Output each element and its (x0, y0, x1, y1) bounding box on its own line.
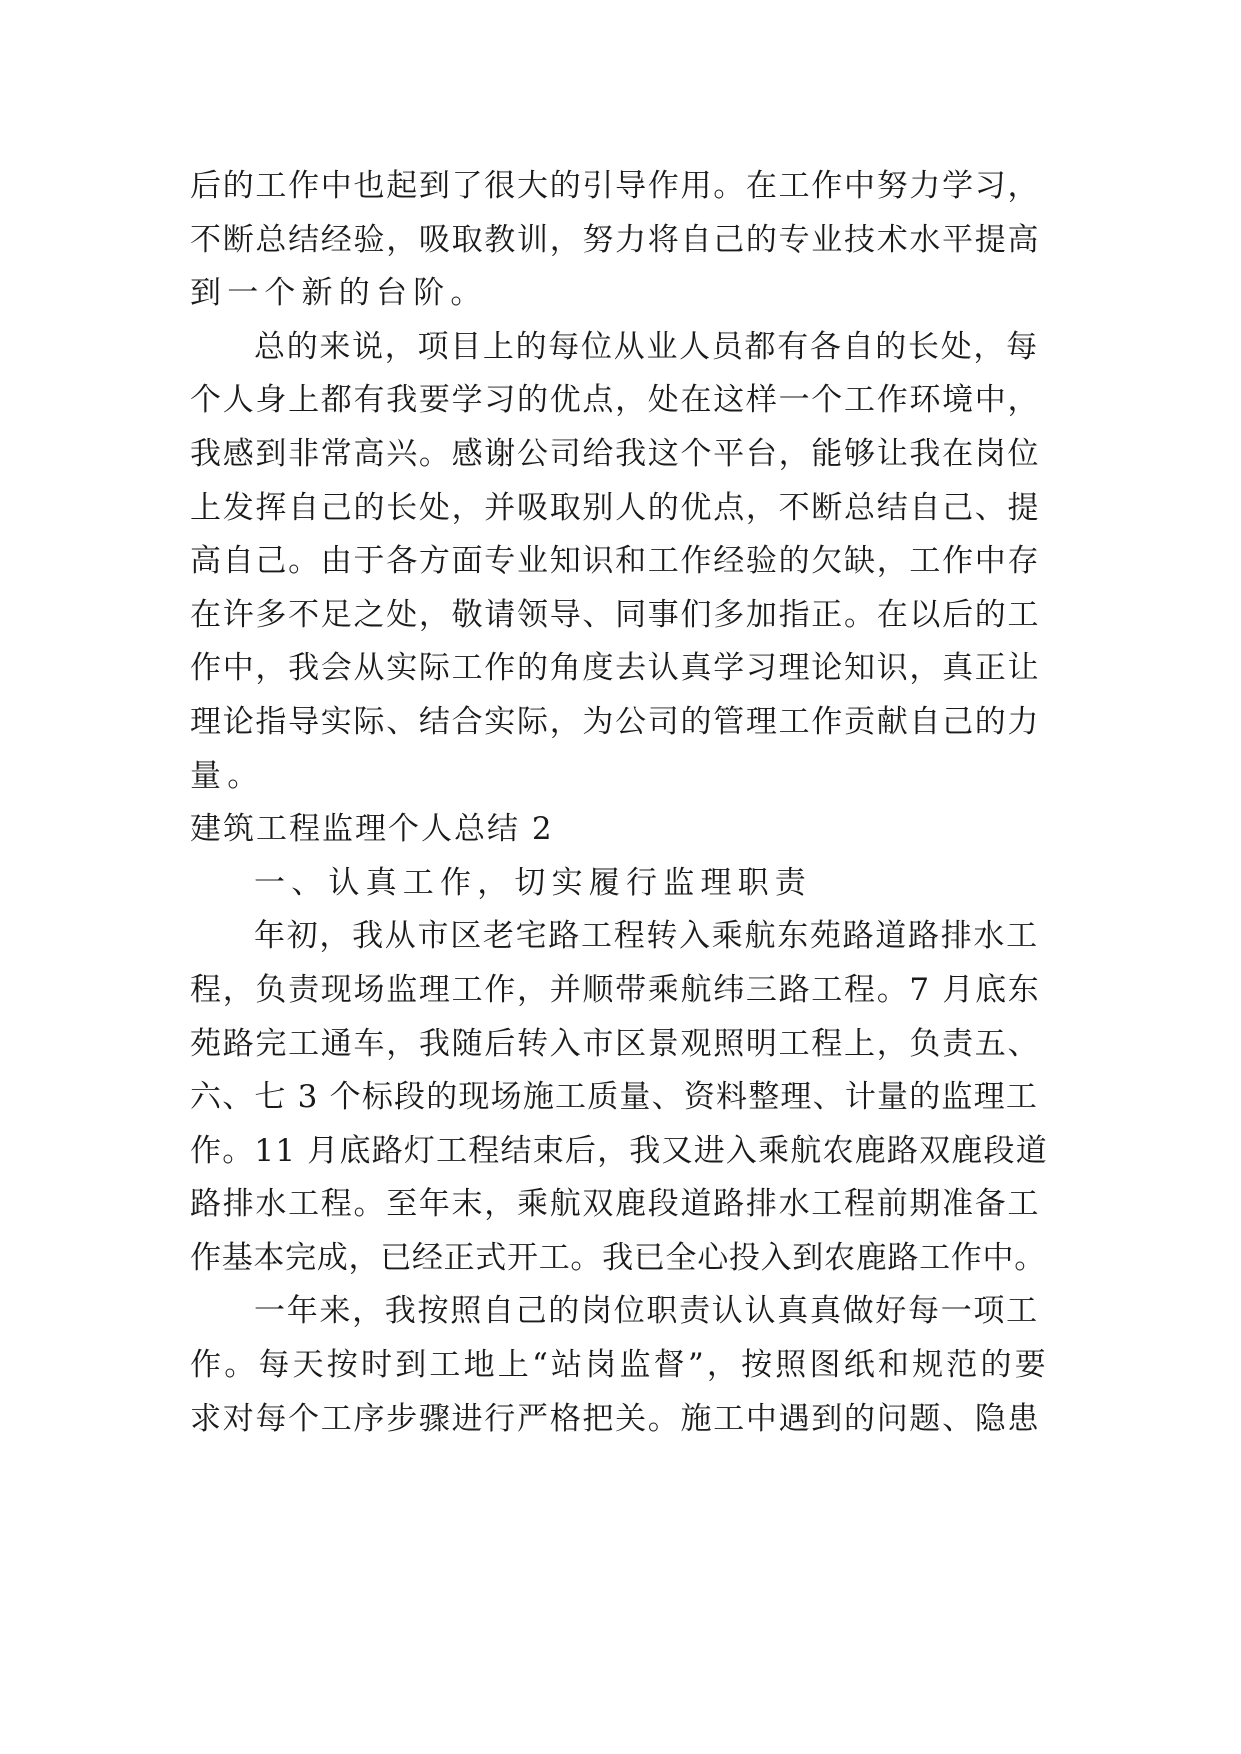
text-line: 我感到非常高兴。感谢公司给我这个平台，能够让我在岗位 (190, 435, 1041, 472)
text-line: 总的来说，项目上的每位从业人员都有各自的长处，每 (254, 328, 1039, 365)
text-line: 后的工作中也起到了很大的引导作用。在工作中努力学习， (190, 168, 1041, 204)
text-line: 不断总结经验，吸取教训，努力将自己的专业技术水平提高 (190, 221, 1041, 258)
text-line: 年初，我从市区老宅路工程转入乘航东苑路道路排水工 (254, 918, 1039, 955)
text-line: 个人身上都有我要学习的优点，处在这样一个工作环境中， (190, 382, 1041, 419)
text-line: 作中，我会从实际工作的角度去认真学习理论知识，真正让 (190, 650, 1041, 687)
text-line: 在许多不足之处，敬请领导、同事们多加指正。在以后的工 (190, 596, 1041, 633)
text-line: 求对每个工序步骤进行严格把关。施工中遇到的问题、隐患 (190, 1400, 1041, 1437)
text-line: 六、七 3 个标段的现场施工质量、资料整理、计量的监理工 (190, 1079, 1039, 1116)
section-heading: 建筑工程监理个人总结 2 (190, 811, 554, 848)
text-line: 理论指导实际、结合实际，为公司的管理工作贡献自己的力 (190, 703, 1041, 740)
text-line: 量。 (190, 757, 265, 794)
text-line: 上发挥自己的长处，并吸取别人的优点，不断总结自己、提 (190, 489, 1041, 526)
text-line: 到一个新的台阶。 (190, 275, 488, 312)
text-line: 路排水工程。至年末，乘航双鹿段道路排水工程前期准备工 (190, 1186, 1041, 1223)
text-line: 高自己。由于各方面专业知识和工作经验的欠缺，工作中存 (190, 543, 1041, 580)
document-body (190, 160, 1050, 1446)
text-line: 程，负责现场监理工作，并顺带乘航纬三路工程。7 月底东 (190, 971, 1041, 1008)
text-line: 苑路完工通车，我随后转入市区景观照明工程上，负责五、 (190, 1025, 1041, 1062)
text-line: 作。11 月底路灯工程结束后，我又进入乘航农鹿路双鹿段道 (190, 1132, 1048, 1169)
text-line: 作。每天按时到工地上“站岗监督”，按照图纸和规范的要 (190, 1347, 1049, 1384)
text-line: 作基本完成，已经正式开工。我已全心投入到农鹿路工作中。 (190, 1239, 1046, 1276)
text-line: 一、认真工作，切实履行监理职责 (254, 864, 812, 901)
text-line: 一年来，我按照自己的岗位职责认认真真做好每一项工 (254, 1293, 1039, 1330)
